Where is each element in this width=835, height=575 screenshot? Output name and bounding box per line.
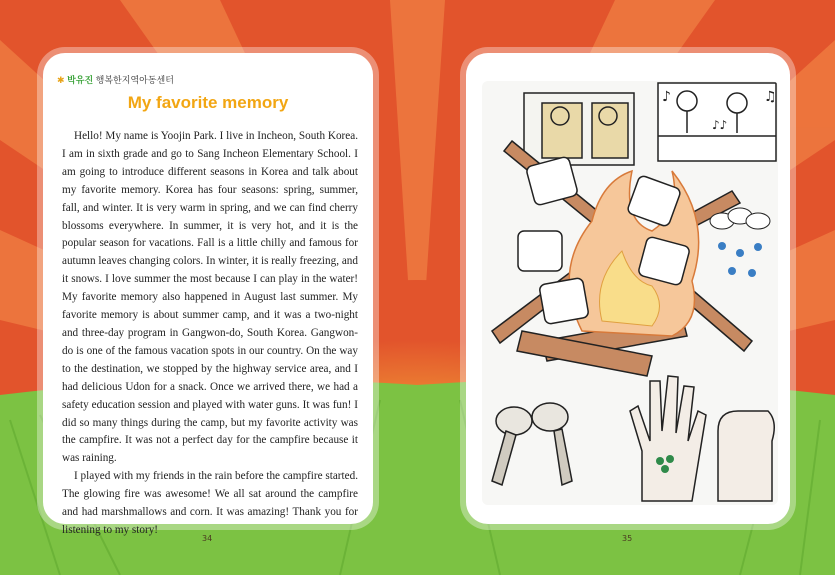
story-paragraph: I played with my friends in the rain before the campfire started. The glowing fire was awesome! We all sat around the campfire and had marshmallows and corn. It was amazing! Thank you for listening to my story! xyxy=(62,470,358,536)
author-name: 박유진 xyxy=(67,75,94,85)
author-organization: 행복한지역아동센터 xyxy=(95,75,174,85)
star-icon: ✱ xyxy=(57,75,65,85)
left-page xyxy=(43,53,373,536)
right-page xyxy=(466,53,790,524)
child-drawing-image xyxy=(482,81,778,505)
campfire-illustration xyxy=(482,81,778,505)
page-number-left: 34 xyxy=(202,534,213,543)
svg-text:♪: ♪ xyxy=(662,89,671,105)
svg-text:♪♪: ♪♪ xyxy=(712,118,728,132)
story-paragraph: Hello! My name is Yoojin Park. I live in Incheon, South Korea. I am in sixth grade and go to Sang Incheon Elementary School. I am going to introduce different seasons in Korea and talk about my favorite memory. Korea has four seasons: spring, summer, fall, and winter. It is very warm in spring, and we can find cherry blossoms everywhere. In summer, it is very hot, and it is the popular season for vacations. Fall is a little chilly and famous for autumn leaves changing colors. In winter, it is really freezing, and it snows. I love summer the most because I can play in the water! My favorite memory also happened in August last summer. My favorite memory is about summer camp, and it was a two-night and three-day program in Gangwon-do, South Korea. Gangwon-do is one of the famous vacation spots in our country. On the way to the destination, we stopped by the highway service area, and I had delicious Udon for a snack. Once we arrived there, we had a safety education session and played with water guns. It was fun! I did so many things during the camp, but my favorite activity was the campfire. It was not a perfect day for the campfire because it was raining. xyxy=(62,130,358,465)
svg-text:♫: ♫ xyxy=(764,89,777,105)
author-line xyxy=(57,73,174,86)
page-number-right: 35 xyxy=(622,534,633,543)
story-text xyxy=(62,128,358,540)
page-title: My favorite memory xyxy=(127,93,289,112)
